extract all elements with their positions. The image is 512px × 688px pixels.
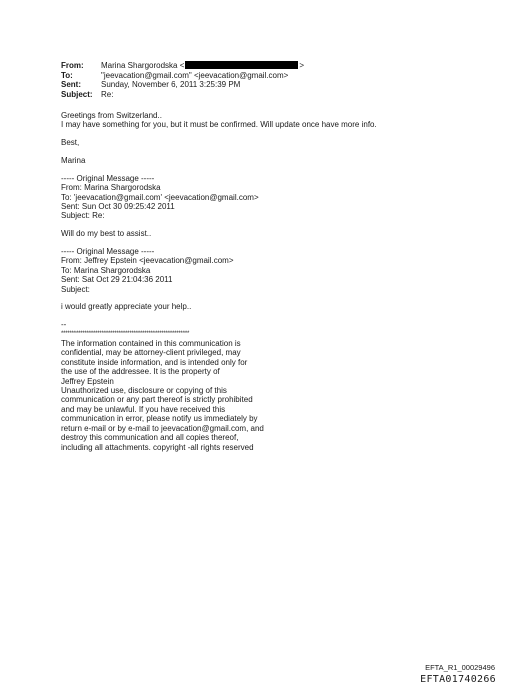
disclaimer-line: return e-mail or by e-mail to jeevacation@gmail.com, and	[61, 423, 264, 433]
original-message-title: ----- Original Message -----	[61, 173, 155, 183]
subject-value: Re:	[101, 89, 114, 99]
disclaimer-line: confidential, may be attorney-client privileged, may	[61, 348, 241, 358]
disclaimer-line: constitute inside information, and is intended only for	[61, 357, 248, 367]
disclaimer-line: The information contained in this communication is	[61, 339, 241, 349]
redaction-bar	[185, 61, 298, 69]
original-message-from: From: Jeffrey Epstein <jeevacation@gmail.com>	[61, 256, 234, 266]
original-message-title: ----- Original Message -----	[61, 247, 155, 257]
original-message-text: i would greatly appreciate your help..	[61, 302, 192, 312]
signature-dash: --	[61, 320, 67, 330]
original-message-subject: Subject: Re:	[61, 211, 105, 221]
from-label: From:	[61, 61, 84, 70]
original-message-subject: Subject:	[61, 284, 90, 294]
bates-number: EFTA01740266	[420, 674, 496, 685]
disclaimer-line: communication in error, please notify us immediately by	[61, 414, 258, 424]
email-body	[61, 111, 461, 452]
bates-number-small: EFTA_R1_00029496	[425, 663, 495, 672]
original-message-sent: Sent: Sat Oct 29 21:04:36 2011	[61, 275, 173, 285]
disclaimer-line: communication or any part thereof is strictly prohibited	[61, 395, 253, 405]
disclaimer-line: the use of the addressee. It is the property of	[61, 367, 220, 377]
body-line: I may have something for you, but it must be confirmed. Will update once have more info.	[61, 120, 377, 130]
disclaimer-line: destroy this communication and all copies thereof,	[61, 433, 239, 443]
sent-row	[61, 80, 304, 90]
to-value: "jeevacation@gmail.com" <jeevacation@gmail.com>	[101, 70, 289, 80]
star-divider: ************************************************************	[61, 330, 190, 337]
disclaimer-line: Unauthorized use, disclosure or copying of this	[61, 386, 227, 396]
sent-label: Sent:	[61, 80, 81, 90]
sent-value: Sunday, November 6, 2011 3:25:39 PM	[101, 80, 241, 90]
original-message-sent: Sent: Sun Oct 30 09:25:42 2011	[61, 202, 175, 212]
subject-label: Subject:	[61, 89, 93, 99]
original-message-text: Will do my best to assist..	[61, 229, 152, 239]
original-message-from: From: Marina Shargorodska	[61, 183, 161, 193]
to-row	[61, 71, 304, 81]
from-name: Marina Shargorodska <	[101, 61, 185, 70]
email-header	[61, 61, 304, 99]
closing: Best,	[61, 138, 80, 148]
from-suffix: >	[299, 61, 305, 70]
to-label: To:	[61, 70, 73, 80]
signature: Marina	[61, 156, 86, 165]
original-message-to: To: 'jeevacation@gmail.com' <jeevacation@gmail.com>	[61, 192, 259, 202]
original-message-to: To: Marina Shargorodska	[61, 265, 151, 275]
body-line: Greetings from Switzerland..	[61, 111, 162, 120]
disclaimer-line: Jeffrey Epstein	[61, 376, 114, 386]
from-row	[61, 61, 304, 71]
subject-row	[61, 90, 304, 100]
disclaimer-line: and may be unlawful. If you have received this	[61, 404, 226, 414]
disclaimer-line: including all attachments. copyright -all rights reserved	[61, 442, 254, 452]
